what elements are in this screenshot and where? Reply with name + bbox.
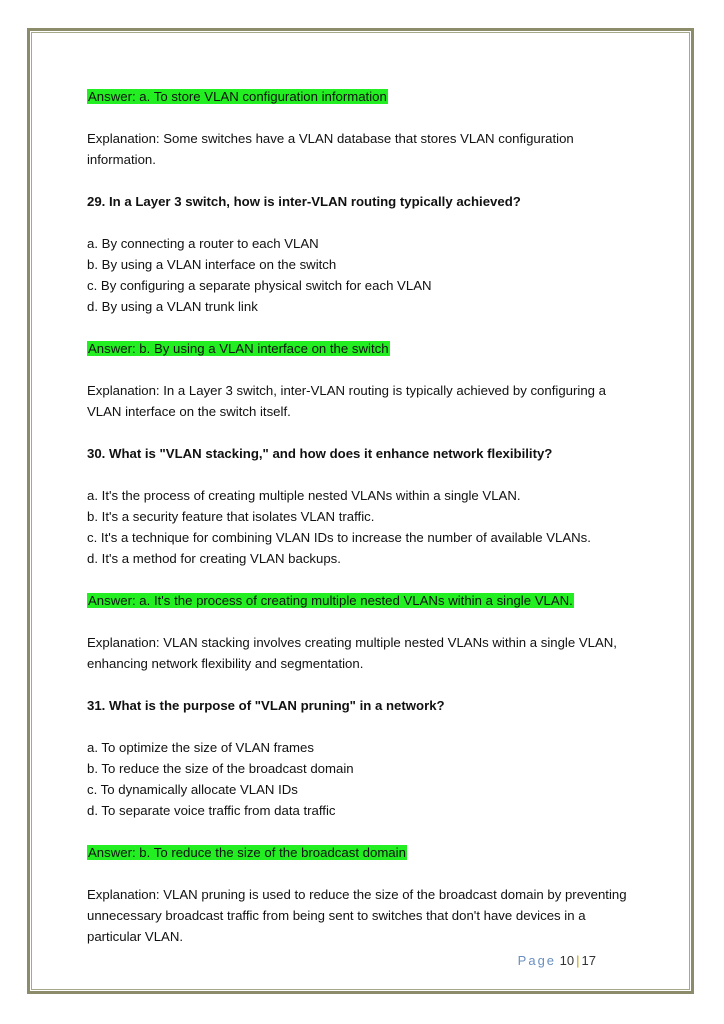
question-30: 30. What is "VLAN stacking," and how does it enhance network flexibility? xyxy=(87,446,553,461)
page-content xyxy=(87,86,647,947)
answer-31: Answer: b. To reduce the size of the broadcast domain xyxy=(88,845,406,860)
question-29-option-a: a. By connecting a router to each VLAN xyxy=(87,236,319,251)
question-30-option-b: b. It's a security feature that isolates VLAN traffic. xyxy=(87,509,375,524)
page-total: 17 xyxy=(581,953,596,968)
question-31-option-a: a. To optimize the size of VLAN frames xyxy=(87,740,314,755)
explanation-31-line-2: unnecessary broadcast traffic from being sent to switches that don't have devices in a xyxy=(87,908,586,923)
explanation-30-line-2: enhancing network flexibility and segmentation. xyxy=(87,656,364,671)
explanation-30-line-1: Explanation: VLAN stacking involves creating multiple nested VLANs within a single VLAN, xyxy=(87,635,617,650)
question-31-option-b: b. To reduce the size of the broadcast domain xyxy=(87,761,354,776)
question-30-option-a: a. It's the process of creating multiple nested VLANs within a single VLAN. xyxy=(87,488,521,503)
answer-29: Answer: b. By using a VLAN interface on the switch xyxy=(88,341,389,356)
explanation-31-line-3: particular VLAN. xyxy=(87,929,184,944)
question-29-option-d: d. By using a VLAN trunk link xyxy=(87,299,258,314)
question-29: 29. In a Layer 3 switch, how is inter-VLAN routing typically achieved? xyxy=(87,194,521,209)
question-31-option-d: d. To separate voice traffic from data traffic xyxy=(87,803,336,818)
explanation-29-line-2: VLAN interface on the switch itself. xyxy=(87,404,291,419)
page-footer xyxy=(518,953,596,968)
page-separator: | xyxy=(576,953,580,968)
explanation-28-line-1: Explanation: Some switches have a VLAN database that stores VLAN configuration xyxy=(87,131,574,146)
question-30-option-d: d. It's a method for creating VLAN backups. xyxy=(87,551,341,566)
question-29-option-c: c. By configuring a separate physical switch for each VLAN xyxy=(87,278,432,293)
explanation-28-line-2: information. xyxy=(87,152,156,167)
explanation-31-line-1: Explanation: VLAN pruning is used to reduce the size of the broadcast domain by preventing xyxy=(87,887,627,902)
question-31: 31. What is the purpose of "VLAN pruning" in a network? xyxy=(87,698,445,713)
answer-30: Answer: a. It's the process of creating multiple nested VLANs within a single VLAN. xyxy=(88,593,573,608)
question-29-option-b: b. By using a VLAN interface on the switch xyxy=(87,257,337,272)
question-31-option-c: c. To dynamically allocate VLAN IDs xyxy=(87,782,298,797)
page-word: Page xyxy=(517,953,557,968)
explanation-29-line-1: Explanation: In a Layer 3 switch, inter-VLAN routing is typically achieved by configuring a xyxy=(87,383,606,398)
page-current: 10 xyxy=(559,953,575,968)
question-30-option-c: c. It's a technique for combining VLAN IDs to increase the number of available VLANs. xyxy=(87,530,591,545)
answer-28: Answer: a. To store VLAN configuration information xyxy=(88,89,387,104)
